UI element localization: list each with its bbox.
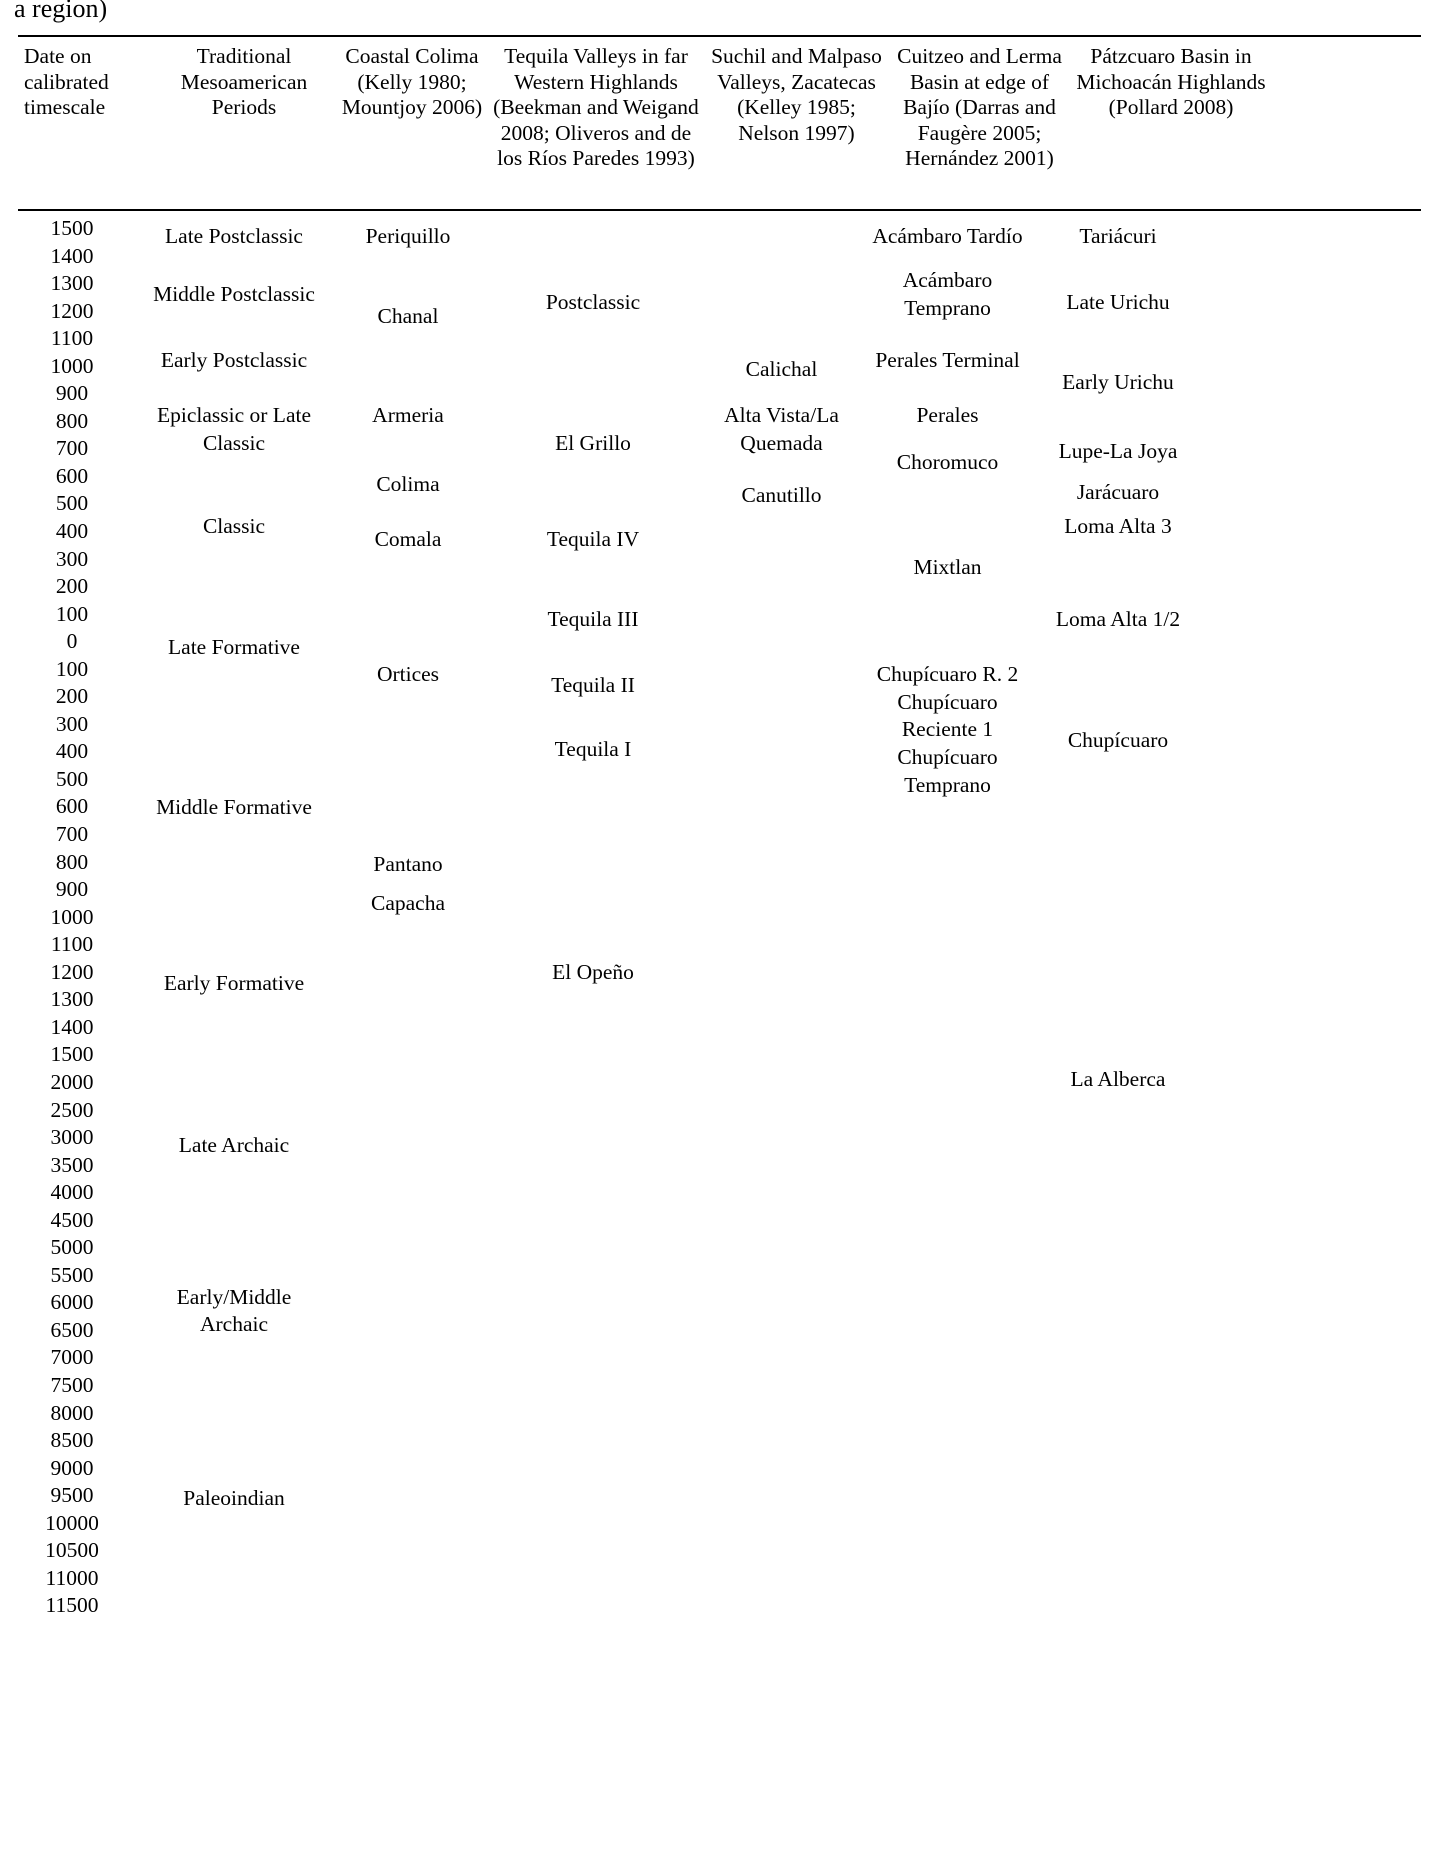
phase-label-period: Epiclassic or Late — [156, 403, 312, 428]
table-row — [18, 656, 1421, 684]
table-row — [18, 931, 1421, 959]
date-label: 8000 — [50, 1400, 94, 1425]
date-label: 9500 — [50, 1483, 94, 1508]
table-row — [18, 573, 1421, 601]
date-label: 10500 — [45, 1538, 99, 1563]
table-row — [18, 1592, 1421, 1620]
phase-label-cuitzeo: Acámbaro Tardío — [872, 224, 1023, 249]
table-row — [18, 1234, 1421, 1262]
date-label: 600 — [55, 794, 89, 819]
phase-label-colima: Colima — [376, 472, 440, 497]
date-label: 4500 — [50, 1207, 94, 1232]
phase-label-tequila: Tequila II — [551, 673, 635, 698]
table-row — [18, 683, 1421, 711]
phase-label-colima: Capacha — [370, 890, 445, 915]
column-header-suchil: Suchil and Malpaso Valleys, Zacatecas (Kelley 1985; Nelson 1997) — [711, 44, 882, 145]
table-row — [18, 1097, 1421, 1125]
date-label: 1000 — [50, 353, 94, 378]
phase-label-colima: Periquillo — [365, 224, 451, 249]
phase-label-colima: Ortices — [376, 662, 440, 687]
date-label: 900 — [55, 381, 89, 406]
date-label: 1200 — [50, 298, 94, 323]
date-label: 5500 — [50, 1262, 94, 1287]
table-row — [18, 849, 1421, 877]
phase-label-cuitzeo: Chupícuaro — [897, 744, 998, 769]
date-label: 2500 — [50, 1097, 94, 1122]
phase-label-cuitzeo: Chupícuaro R. 2 — [876, 662, 1019, 687]
phase-label-period: Late Archaic — [178, 1133, 290, 1158]
phase-label-tequila: Tequila IV — [546, 527, 640, 552]
table-row — [18, 1510, 1421, 1538]
table-body — [18, 215, 1421, 1620]
date-label: 400 — [55, 739, 89, 764]
phase-label-colima: Pantano — [373, 852, 443, 877]
table-row — [18, 1207, 1421, 1235]
table-row — [18, 821, 1421, 849]
table-row — [18, 766, 1421, 794]
phase-label-period: Early Postclassic — [160, 348, 308, 373]
date-label: 2000 — [50, 1069, 94, 1094]
phase-label-patzcuaro: La Alberca — [1070, 1067, 1166, 1092]
date-label: 800 — [55, 849, 89, 874]
table-top-rule — [18, 35, 1421, 37]
phase-label-cuitzeo: Chupícuaro — [897, 689, 998, 714]
phase-label-cuitzeo: Mixtlan — [913, 554, 982, 579]
date-label: 300 — [55, 546, 89, 571]
table-header-rule — [18, 209, 1421, 211]
phase-label-period: Early Formative — [163, 970, 305, 995]
phase-label-period: Archaic — [199, 1312, 269, 1337]
phase-label-patzcuaro: Loma Alta 3 — [1064, 513, 1172, 538]
phase-label-colima: Chanal — [377, 304, 439, 329]
phase-label-tequila: Tequila I — [554, 736, 632, 761]
date-label: 500 — [55, 766, 89, 791]
phase-label-tequila: Tequila III — [547, 607, 639, 632]
phase-label-period: Late Postclassic — [165, 224, 303, 249]
date-label: 700 — [55, 436, 89, 461]
phase-label-suchil: Quemada — [740, 430, 823, 455]
date-label: 1300 — [50, 987, 94, 1012]
date-label: 3500 — [50, 1152, 94, 1177]
phase-label-cuitzeo: Temprano — [904, 772, 991, 797]
date-label: 11000 — [45, 1565, 99, 1590]
phase-label-patzcuaro: Tariácuri — [1079, 224, 1157, 249]
phase-label-colima: Comala — [374, 527, 442, 552]
date-label: 5000 — [50, 1235, 94, 1260]
date-label: 600 — [55, 463, 89, 488]
table-header-row — [18, 44, 1421, 172]
table-row — [18, 904, 1421, 932]
phase-label-patzcuaro: Loma Alta 1/2 — [1055, 607, 1181, 632]
table-row — [18, 1041, 1421, 1069]
date-label: 700 — [55, 822, 89, 847]
date-label: 9000 — [50, 1455, 94, 1480]
phase-label-cuitzeo: Temprano — [904, 295, 991, 320]
table-row — [18, 1565, 1421, 1593]
phase-label-suchil: Alta Vista/La — [724, 403, 839, 428]
column-header-period: Traditional Mesoamerican Periods — [180, 44, 308, 119]
date-label: 400 — [55, 519, 89, 544]
date-label: 10000 — [45, 1510, 99, 1535]
column-header-colima: Coastal Colima (Kelly 1980; Mountjoy 2006) — [341, 44, 483, 119]
table-row — [18, 546, 1421, 574]
phase-label-period: Middle Formative — [156, 794, 312, 819]
table-row — [18, 1455, 1421, 1483]
date-label: 1400 — [50, 1014, 94, 1039]
table-row — [18, 1014, 1421, 1042]
phase-label-cuitzeo: Choromuco — [896, 450, 999, 475]
table-row — [18, 876, 1421, 904]
date-label: 1400 — [50, 243, 94, 268]
caption-tail-text: a region) — [14, 0, 108, 23]
date-label: 1500 — [50, 1042, 94, 1067]
date-label: 6500 — [50, 1317, 94, 1342]
date-label: 900 — [55, 877, 89, 902]
phase-label-period: Early/Middle — [176, 1284, 292, 1309]
date-label: 200 — [55, 574, 89, 599]
phase-label-patzcuaro: Early Urichu — [1062, 370, 1174, 395]
table-row — [18, 1179, 1421, 1207]
phase-label-cuitzeo: Perales Terminal — [875, 348, 1020, 373]
phase-label-colima: Armeria — [372, 403, 444, 428]
phase-label-patzcuaro: Jarácuaro — [1076, 480, 1160, 505]
phase-label-period: Classic — [202, 513, 266, 538]
phase-label-tequila: Postclassic — [545, 290, 641, 315]
date-label: 3000 — [50, 1125, 94, 1150]
date-label: 300 — [55, 711, 89, 736]
phase-label-cuitzeo: Perales — [916, 403, 979, 428]
date-label: 1000 — [50, 904, 94, 929]
table-row — [18, 1400, 1421, 1428]
column-header-cuitzeo: Cuitzeo and Lerma Basin at edge of Bajío (Darras and Faugère 2005; Hernández 2001) — [897, 44, 1062, 170]
column-header-date: Date on calibrated timescale — [24, 44, 109, 119]
phase-label-cuitzeo: Reciente 1 — [901, 717, 994, 742]
phase-label-patzcuaro: Late Urichu — [1066, 290, 1170, 315]
date-label: 4000 — [50, 1180, 94, 1205]
date-label: 100 — [55, 656, 89, 681]
phase-label-suchil: Canutillo — [741, 483, 822, 508]
date-label: 7000 — [50, 1345, 94, 1370]
date-label: 6000 — [50, 1290, 94, 1315]
phase-label-patzcuaro: Chupícuaro — [1067, 728, 1169, 753]
column-header-patzcuaro: Pátzcuaro Basin in Michoacán Highlands (Pollard 2008) — [1076, 44, 1266, 119]
date-label: 1100 — [50, 326, 94, 351]
date-label: 1500 — [50, 216, 94, 240]
table-row — [18, 1537, 1421, 1565]
phase-label-period: Middle Postclassic — [153, 282, 315, 307]
date-label: 1300 — [50, 271, 94, 296]
date-label: 800 — [55, 408, 89, 433]
table-row — [18, 1427, 1421, 1455]
phase-label-period: Late Formative — [168, 634, 300, 659]
date-label: 0 — [66, 629, 78, 654]
date-label: 1100 — [50, 932, 94, 957]
table-row — [18, 1372, 1421, 1400]
date-label: 1200 — [50, 959, 94, 984]
phase-label-suchil: Calichal — [745, 356, 818, 381]
phase-label-period: Paleoindian — [183, 1486, 285, 1511]
date-label: 100 — [55, 601, 89, 626]
date-label: 11500 — [45, 1593, 99, 1618]
phase-label-tequila: El Grillo — [555, 430, 631, 455]
phase-label-patzcuaro: Lupe-La Joya — [1058, 439, 1178, 464]
phase-label-tequila: El Opeño — [552, 959, 634, 984]
date-label: 8500 — [50, 1428, 94, 1453]
date-label: 200 — [55, 684, 89, 709]
phase-label-period: Classic — [202, 430, 266, 455]
table-row — [18, 1344, 1421, 1372]
column-header-tequila: Tequila Valleys in far Western Highlands (Beekman and Weigand 2008; Oliveros and de los Ríos Paredes 1993) — [493, 44, 699, 170]
phase-label-cuitzeo: Acámbaro — [902, 268, 993, 293]
date-label: 7500 — [50, 1372, 94, 1397]
date-label: 500 — [55, 491, 89, 516]
